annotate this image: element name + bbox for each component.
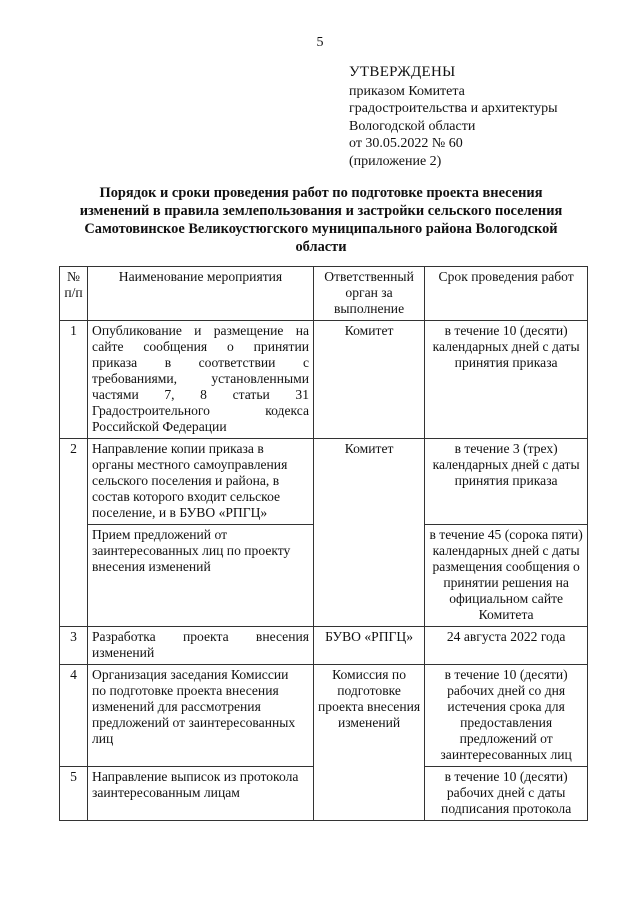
table-header-row <box>60 267 588 321</box>
title-line: Самотовинское Великоустюгского муниципального района Вологодской <box>84 221 558 237</box>
row-num: 2 <box>60 439 88 627</box>
table-row <box>60 321 588 439</box>
row-num: 3 <box>60 627 88 665</box>
table-row <box>60 665 588 767</box>
row-num: 1 <box>60 321 88 439</box>
row-term: в течение 3 (трех) календарных дней с даты принятия приказа <box>425 439 588 525</box>
row-name: Прием предложений от заинтересованных лиц по проекту внесения изменений <box>88 525 314 627</box>
document-title <box>56 184 586 256</box>
approval-block <box>349 64 619 171</box>
approval-line: приказом Комитета <box>349 83 465 99</box>
table-row <box>60 627 588 665</box>
title-line: Порядок и сроки проведения работ по подготовке проекта внесения <box>99 185 543 201</box>
approval-line: градостроительства и архитектуры <box>349 101 558 117</box>
header-name: Наименование мероприятия <box>88 267 314 321</box>
row-num: 5 <box>60 767 88 821</box>
header-term: Срок проведения работ <box>425 267 588 321</box>
approval-line: Вологодской области <box>349 118 476 134</box>
row-name: Организация заседания Комиссии по подготовке проекта внесения изменений для рассмотрения предложений от заинтересованных лиц <box>88 665 314 767</box>
row-responsible: Комитет <box>314 439 425 627</box>
row-term: 24 августа 2022 года <box>425 627 588 665</box>
row-responsible: БУВО «РПГЦ» <box>314 627 425 665</box>
row-term: в течение 10 (десяти) календарных дней с даты принятия приказа <box>425 321 588 439</box>
row-term: в течение 10 (десяти) рабочих дней с даты подписания протокола <box>425 767 588 821</box>
title-line: области <box>295 239 347 255</box>
page-number: 5 <box>316 35 324 50</box>
title-line: изменений в правила землепользования и застройки сельского поселения <box>79 203 563 219</box>
row-name: Опубликование и размещение на сайте сообщения о принятии приказа в соответствии с требованиями, установленными частями 7, 8 статьи 31 Градостроительного кодекса Российской Федерации <box>88 321 314 439</box>
row-name: Направление копии приказа в органы местного самоуправления сельского поселения и района, в состав которого входит сельское поселение, и в БУВО «РПГЦ» <box>88 439 314 525</box>
row-term: в течение 10 (десяти) рабочих дней со дня истечения срока для предоставления предложений от заинтересованных лиц <box>425 665 588 767</box>
header-responsible: Ответственный орган за выполнение <box>314 267 425 321</box>
row-term: в течение 45 (сорока пяти) календарных дней с даты размещения сообщения о принятии решения на официальном сайте Комитета <box>425 525 588 627</box>
approval-line: от 30.05.2022 № 60 <box>349 136 463 152</box>
schedule-table <box>59 266 588 821</box>
approval-line: (приложение 2) <box>349 153 442 169</box>
header-num: № п/п <box>60 267 88 321</box>
row-name: Направление выписок из протокола заинтересованным лицам <box>88 767 314 821</box>
row-num: 4 <box>60 665 88 767</box>
row-responsible: Комитет <box>314 321 425 439</box>
approval-title: УТВЕРЖДЕНЫ <box>349 64 456 80</box>
row-name: Разработка проекта внесения изменений <box>88 627 314 665</box>
row-responsible: Комиссия по подготовке проекта внесения изменений <box>314 665 425 821</box>
table-row <box>60 439 588 525</box>
